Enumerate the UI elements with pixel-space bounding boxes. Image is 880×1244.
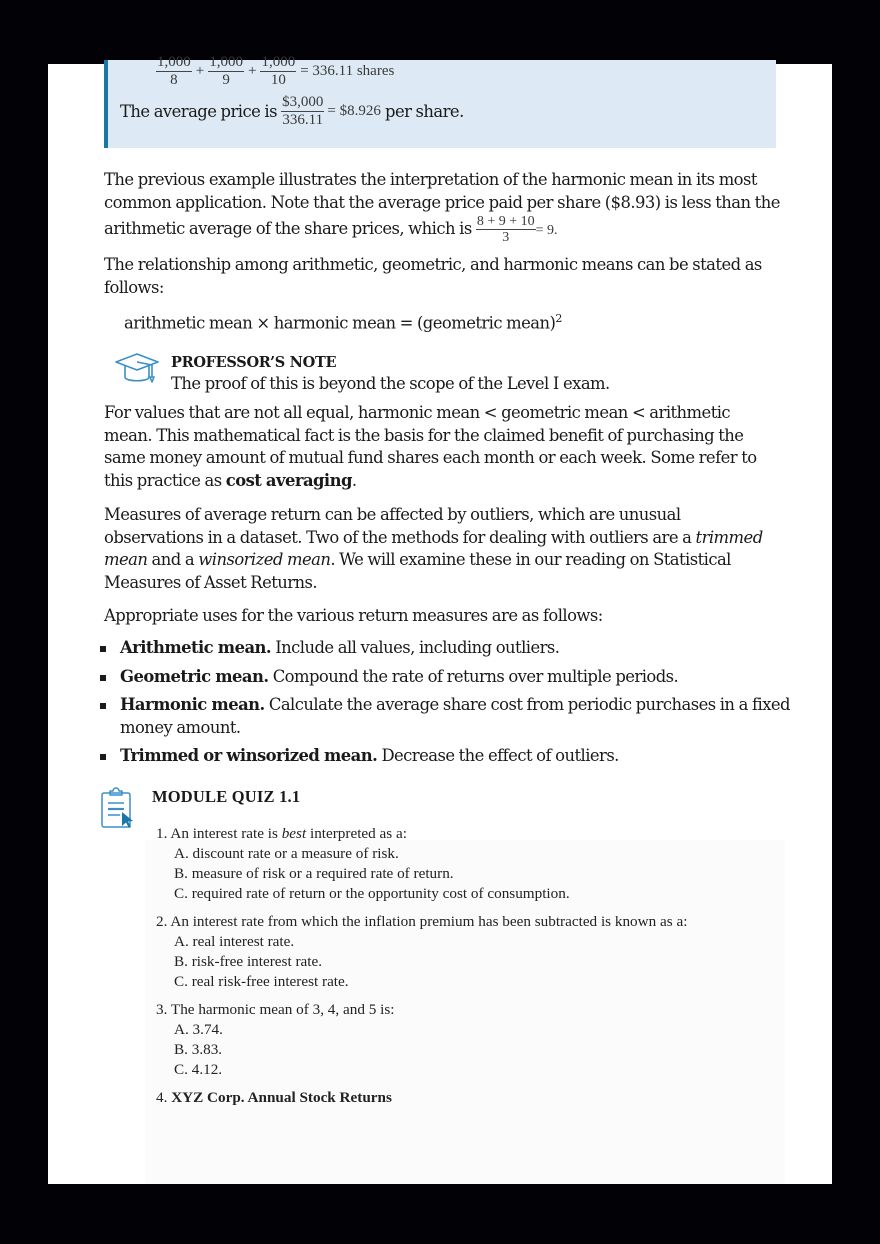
fraction: $\frac{\$3,000}{336.11}$: [282, 94, 324, 128]
answer-option: A. discount rate or a measure of risk.: [174, 845, 399, 862]
paragraph-outliers: Measures of average return can be affected by outliers, which are unusual observations in a dataset. Two of the methods for dealing with outliers are a trimmed mean and a winsorized mean. We will examine these in our reading on Statistical Measures of Asset Returns.: [104, 505, 763, 592]
graduation-cap-icon: [114, 351, 160, 387]
fraction: $\frac{8 + 9 + 10}{3}$: [476, 214, 535, 245]
paragraph-harmonic-interpretation: The previous example illustrates the interpretation of the harmonic mean in its most common application. Note that the average price paid per share ($8.93) is less than the arithmetic average of the share prices, which is $\frac{8 + 9 + 10}{3}$ = 9.: [104, 170, 780, 245]
paragraph-relationship: The relationship among arithmetic, geometric, and harmonic means can be stated as follows:: [104, 255, 762, 297]
answer-option: B. risk-free interest rate.: [174, 953, 323, 970]
document-page: [48, 54, 832, 1184]
paragraph-inequality: For values that are not all equal, harmonic mean < geometric mean < arithmetic mean. This mathematical fact is the basis for the claimed benefit of purchasing the same money amount of mutual fund shares each month or each week. Some refer to this practice as cost averaging.: [104, 403, 757, 490]
answer-option: A. real interest rate.: [174, 933, 295, 950]
bullet-square-icon: [100, 675, 106, 681]
list-item: Arithmetic mean. Include all values, including outliers.: [100, 637, 790, 660]
shares-equation: $\frac{1,000}{8}$ + $\frac{1,000}{9}$ + $\frac{1,000}{10}$ = 336.11 shares: [157, 54, 395, 88]
means-formula: arithmetic mean × harmonic mean = (geometric mean)$^2$: [124, 312, 562, 333]
list-item: Trimmed or winsorized mean. Decrease the effect of outliers.: [100, 745, 790, 768]
fraction: $\frac{1,000}{8}$: [157, 54, 191, 88]
quiz-question-1: 1. An interest rate is best interpreted as a: A. discount rate or a measure of risk. B. measure of risk or a required rate of return. C. required rate of return or the opportunity cost of consumption.: [156, 824, 776, 904]
answer-option: A. 3.74.: [174, 1021, 223, 1038]
average-price-line: The average price is $\frac{\$3,000}{336.11}$ = $8.926 per share.: [120, 94, 464, 128]
paragraph-uses-intro: Appropriate uses for the various return measures are as follows:: [104, 606, 603, 625]
bullet-square-icon: [100, 703, 106, 709]
answer-option: C. 4.12.: [174, 1061, 223, 1078]
example-callout: [104, 54, 776, 148]
answer-option: B. 3.83.: [174, 1041, 223, 1058]
quiz-title: MODULE QUIZ 1.1: [152, 787, 301, 806]
quiz-question-3: 3. The harmonic mean of 3, 4, and 5 is: A. 3.74. B. 3.83. C. 4.12.: [156, 1000, 776, 1080]
professor-note-title: PROFESSOR’S NOTE: [171, 354, 337, 371]
term-cost-averaging: cost averaging: [225, 470, 352, 490]
quiz-questions: [156, 824, 776, 1116]
list-item: Harmonic mean. Calculate the average share cost from periodic purchases in a fixed money amount.: [100, 694, 790, 739]
clipboard-icon: [100, 786, 136, 830]
quiz-question-4: 4. XYZ Corp. Annual Stock Returns: [156, 1089, 392, 1106]
quiz-question-2: 2. An interest rate from which the inflation premium has been subtracted is known as a: A. real interest rate. B. risk-free interest rate. C. real risk-free interest rate.: [156, 912, 776, 992]
answer-option: C. real risk-free interest rate.: [174, 973, 349, 990]
bullet-square-icon: [100, 646, 106, 652]
list-item: Geometric mean. Compound the rate of returns over multiple periods.: [100, 666, 790, 689]
return-measures-list: [100, 637, 790, 774]
fraction: $\frac{1,000}{10}$: [261, 54, 296, 88]
bullet-square-icon: [100, 754, 106, 760]
professor-note-body: The proof of this is beyond the scope of the Level I exam.: [171, 374, 610, 393]
answer-option: B. measure of risk or a required rate of return.: [174, 865, 454, 882]
fraction: $\frac{1,000}{9}$: [209, 54, 243, 88]
answer-option: C. required rate of return or the opportunity cost of consumption.: [174, 885, 570, 902]
